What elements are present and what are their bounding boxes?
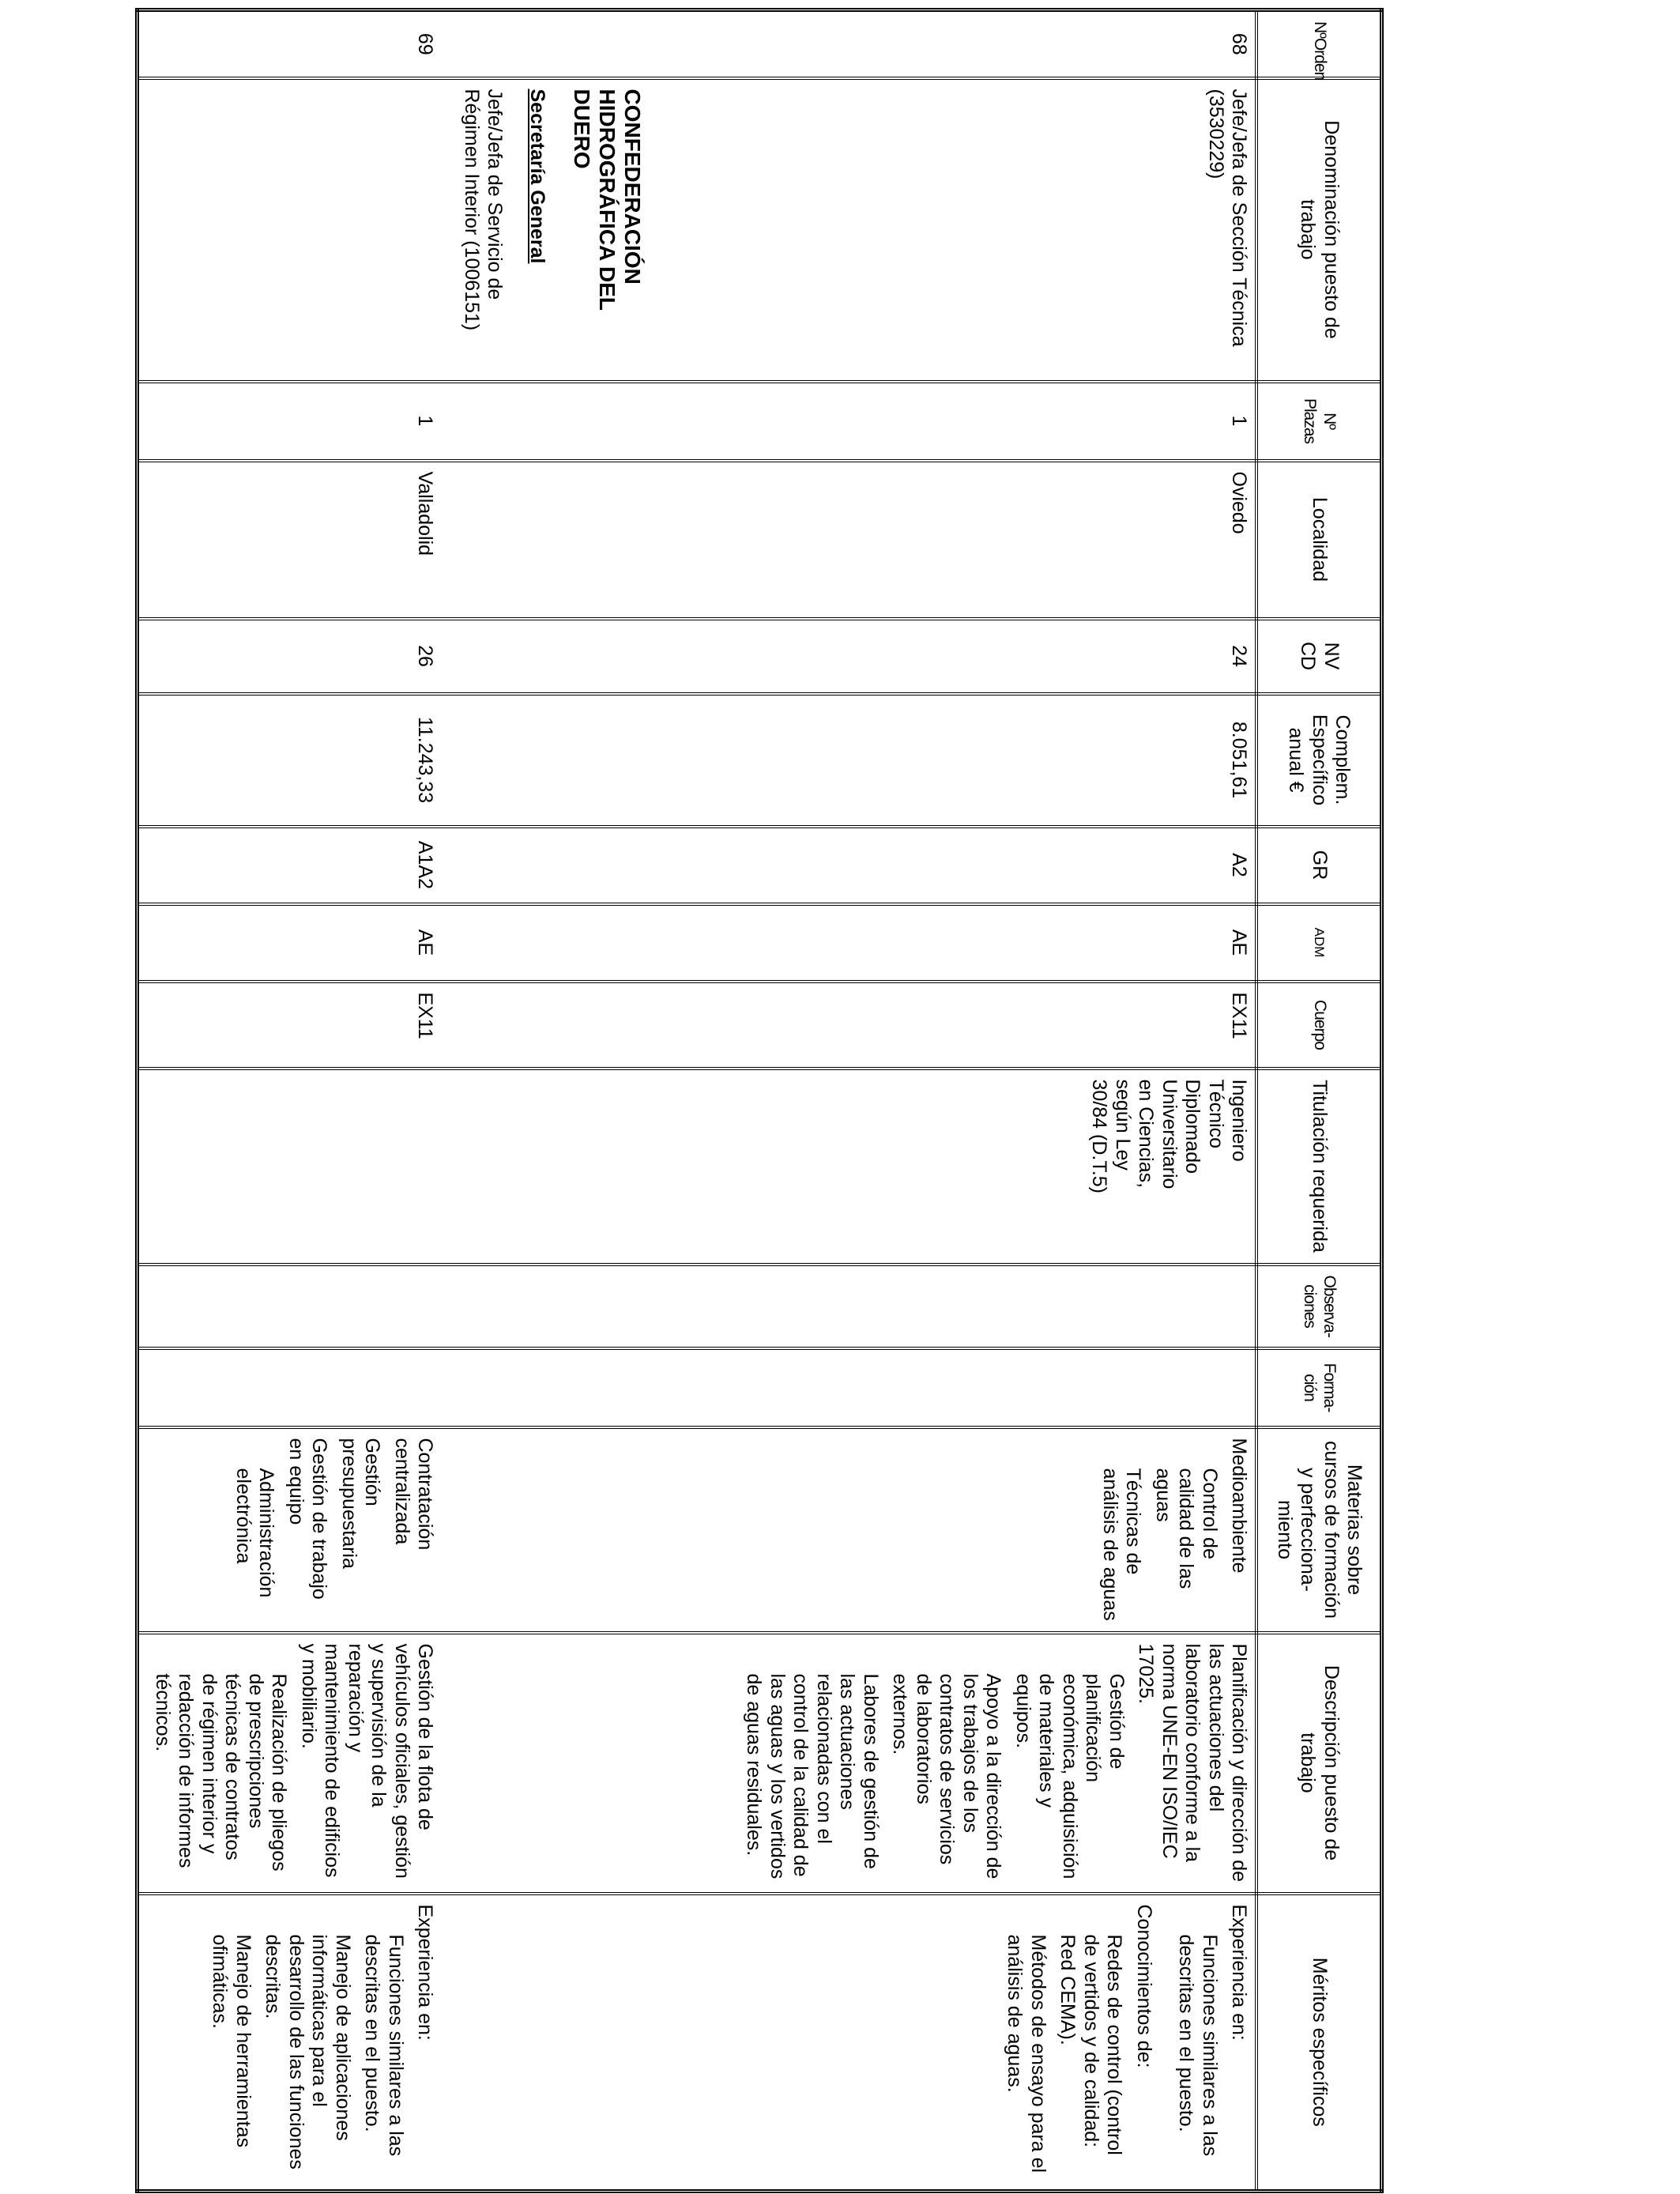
cell-nvcd: 24 26 <box>137 619 1257 694</box>
cell-cuerpo: EX11 EX11 <box>137 982 1257 1069</box>
meritos-69: Experiencia en: Funciones similares a las descritas en el puesto. Manejo de aplicaciones informáticas para el desarrollo de las funciones descritas. Manejo de herramientas ofimáticas. <box>209 1904 437 2169</box>
header-plazas: Nº Plazas <box>1257 382 1382 461</box>
position-title: Jefe/Jefa de Sección Técnica (3530229) <box>1205 89 1251 347</box>
materias-69: Contratación centralizada Gestión presupuestaria Gestión de trabajo en equipo Administración electrónica <box>232 1438 437 1600</box>
materias-68: Medioambiente Control de calidad de las aguas Técnicas de análisis de aguas <box>1099 1438 1251 1621</box>
descripcion-68: Planificación y dirección de las actuaciones del laboratorio conforme a la norma UNE-EN ISO/IEC 17025. Gestión de planificación económica, adquisición de materiales y equipos. Apoyo a la dirección de los trabajos de los contratos de servicios de laboratorios externos. Labores de gestión de las actuaciones relacionadas con el control de la calidad de las aguas y los vertidos de aguas residuales. <box>743 1643 1251 1883</box>
cell-materias <box>137 1427 1257 1633</box>
header-row <box>1257 10 1382 2192</box>
cell-meritos <box>137 1894 1257 2192</box>
cell-localidad: Oviedo Valladolid <box>137 461 1257 619</box>
header-descripcion: Descripción puesto de trabajo <box>1257 1633 1382 1894</box>
unit-heading: Secretaría General <box>525 89 548 264</box>
cell-complemento: 8.051,61 11.243,33 <box>137 694 1257 827</box>
header-adm: ADM <box>1257 904 1382 982</box>
header-cuerpo: Cuerpo <box>1257 982 1382 1069</box>
job-positions-table <box>136 8 1384 2193</box>
header-formacion: Forma- ción <box>1257 1348 1382 1427</box>
header-nvcd: NV CD <box>1257 619 1382 694</box>
header-denominacion: Denominación puesto de trabajo <box>1257 78 1382 382</box>
cell-orden <box>137 10 1257 78</box>
header-materias: Materias sobre cursos de formación y perfecciona- miento <box>1257 1427 1382 1633</box>
header-titulacion: Titulación requerida <box>1257 1069 1382 1265</box>
header-orden: NºOrden <box>1257 10 1382 78</box>
cell-denominacion <box>137 78 1257 382</box>
header-gr: GR <box>1257 827 1382 904</box>
cell-gr: A2 A1A2 <box>137 827 1257 904</box>
row-number-69: 69 <box>414 32 437 55</box>
titulacion-lines: Ingeniero Técnico Diplomado Universitario en Ciencias, según Ley 30/84 (D.T.5) <box>1088 1079 1251 1194</box>
cell-formacion <box>137 1348 1257 1427</box>
cell-plazas: 1 1 <box>137 382 1257 461</box>
cell-titulacion <box>137 1069 1257 1265</box>
header-observaciones: Observa- ciones <box>1257 1265 1382 1348</box>
table-row <box>137 10 1257 2192</box>
cell-observaciones <box>137 1265 1257 1348</box>
cell-descripcion <box>137 1633 1257 1894</box>
position-title: Jefe/Jefa de Servicio de Régimen Interior (1006151) <box>460 89 507 331</box>
organization-heading: CONFEDERACIÓN HIDROGRÁFICA DEL DUERO <box>570 89 646 311</box>
cell-adm: AE AE <box>137 904 1257 982</box>
header-localidad: Localidad <box>1257 461 1382 619</box>
meritos-68: Experiencia en: Funciones similares a las descritas en el puesto. Conocimientos de: Redes de control (control de vertidos y de calidad: Red CEMA). Métodos de ensayo para el análisis de aguas. <box>1004 1904 1251 2173</box>
descripcion-69: Gestión de la flota de vehículos oficiales, gestión y supervisión de la reparación y mantenimiento de edificios y mobiliario. Realización de pliegos de prescripciones técnicas de contratos de régimen interior y redacción de informes técnicos. <box>152 1643 437 1879</box>
row-number-68: 68 <box>1228 32 1251 55</box>
header-meritos: Méritos específicos <box>1257 1894 1382 2192</box>
header-complemento: Complem. Específico anual € <box>1257 694 1382 827</box>
